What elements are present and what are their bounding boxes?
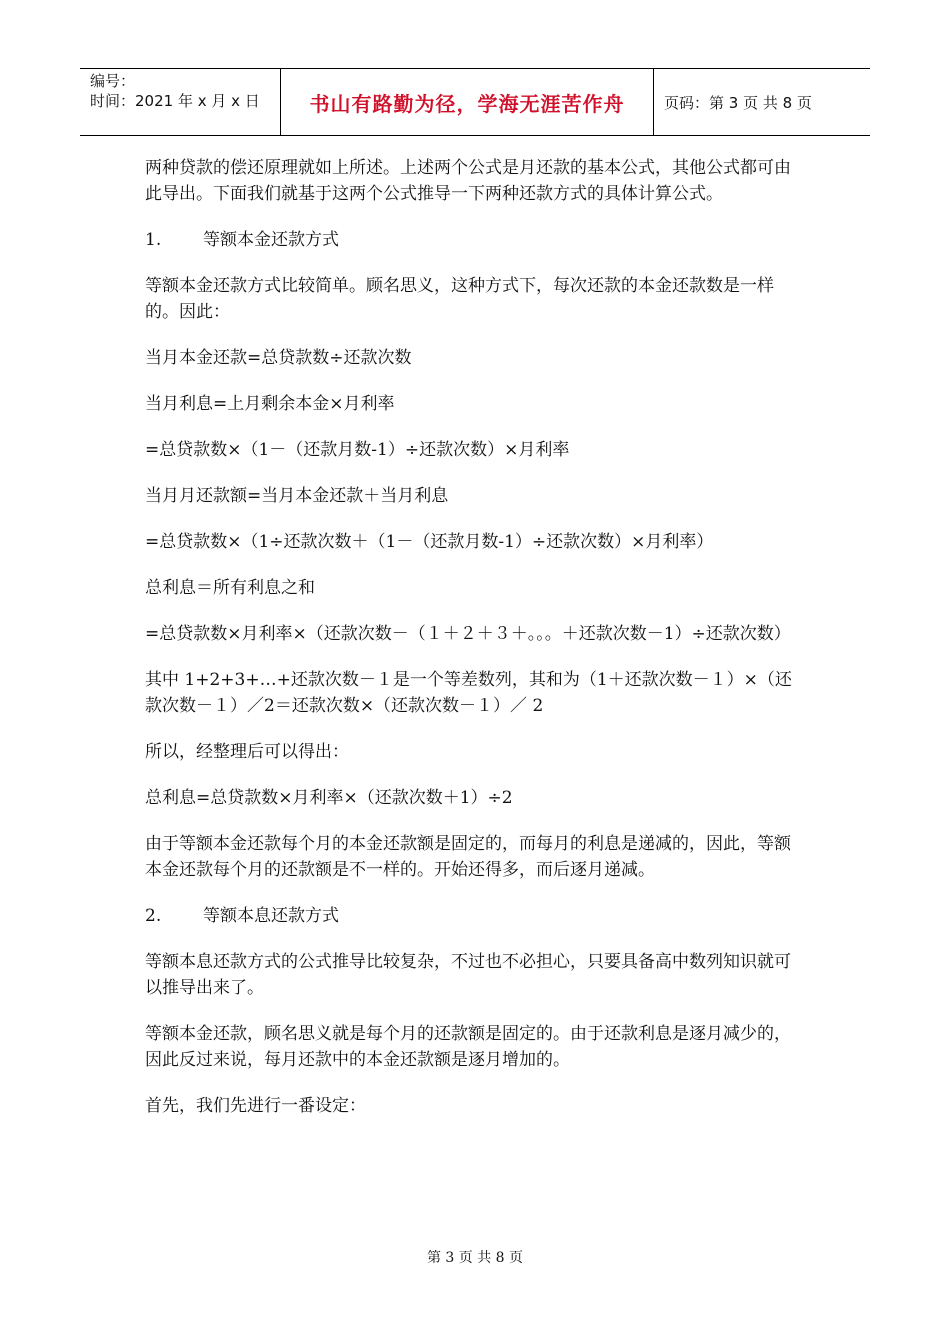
- document-date-label: 时间：2021 年 x 月 x 日: [90, 92, 260, 110]
- paragraph-intro: 两种贷款的偿还原理就如上所述。上述两个公式是月还款的基本公式，其他公式都可由此导出。下面我们就基于这两个公式推导一下两种还款方式的具体计算公式。: [145, 158, 791, 204]
- paragraph-equal-installment-intro: 等额本息还款方式的公式推导比较复杂，不过也不必担心，只要具备高中数列知识就可以推导出来了。: [145, 952, 791, 998]
- paragraph-setup: 首先，我们先进行一番设定：: [145, 1096, 366, 1116]
- paragraph-therefore: 所以，经整理后可以得出：: [145, 742, 349, 762]
- formula-total-interest: 总利息＝所有利息之和: [145, 578, 315, 598]
- document-number-label: 编号：: [90, 72, 136, 90]
- header-motto: 书山有路勤为径，学海无涯苦作舟: [281, 69, 654, 135]
- section-heading-equal-installment: [145, 903, 805, 929]
- formula-monthly-payment: 当月月还款额=当月本金还款＋当月利息: [145, 486, 449, 506]
- header-meta: [80, 69, 281, 135]
- document-body: [145, 155, 805, 1139]
- paragraph-equal-principal-summary: 由于等额本金还款每个月的本金还款额是固定的，而每月的利息是递减的，因此，等额本金还款每个月的还款额是不一样的。开始还得多，而后逐月递减。: [145, 834, 791, 880]
- formula-total-interest-expanded: =总贷款数×月利率×（还款次数－（１＋２＋３＋。。。＋还款次数－1）÷还款次数）: [145, 624, 791, 644]
- paragraph-equal-installment-explain: 等额本金还款，顾名思义就是每个月的还款额是固定的。由于还款利息是逐月减少的，因此反过来说，每月还款中的本金还款额是逐月增加的。: [145, 1024, 791, 1070]
- section-title: 等额本息还款方式: [203, 906, 339, 926]
- formula-monthly-interest-expanded: =总贷款数×（1－（还款月数-1）÷还款次数）×月利率: [145, 440, 570, 460]
- formula-monthly-payment-expanded: =总贷款数×（1÷还款次数＋（1－（还款月数-1）÷还款次数）×月利率）: [145, 532, 714, 552]
- page-footer: 第 3 页 共 8 页: [426, 1250, 524, 1266]
- paragraph-equal-principal-intro: 等额本金还款方式比较简单。顾名思义，这种方式下，每次还款的本金还款数是一样的。因此：: [145, 276, 774, 322]
- formula-total-interest-final: 总利息=总贷款数×月利率×（还款次数＋1）÷2: [145, 788, 513, 808]
- section-number: 1.: [145, 230, 162, 250]
- section-title: 等额本金还款方式: [203, 230, 339, 250]
- formula-monthly-principal: 当月本金还款=总贷款数÷还款次数: [145, 348, 412, 368]
- header-page-number: 页码：第 3 页 共 8 页: [664, 93, 812, 112]
- formula-monthly-interest: 当月利息=上月剩余本金×月利率: [145, 394, 395, 414]
- page-header: [80, 68, 870, 136]
- section-heading-equal-principal: [145, 227, 805, 253]
- paragraph-arithmetic-series: 其中 1+2+3+…+还款次数－１是一个等差数列，其和为（1＋还款次数－１）×（还款次数－１）／2＝还款次数×（还款次数－１）／ 2: [145, 670, 792, 716]
- section-number: 2.: [145, 906, 162, 926]
